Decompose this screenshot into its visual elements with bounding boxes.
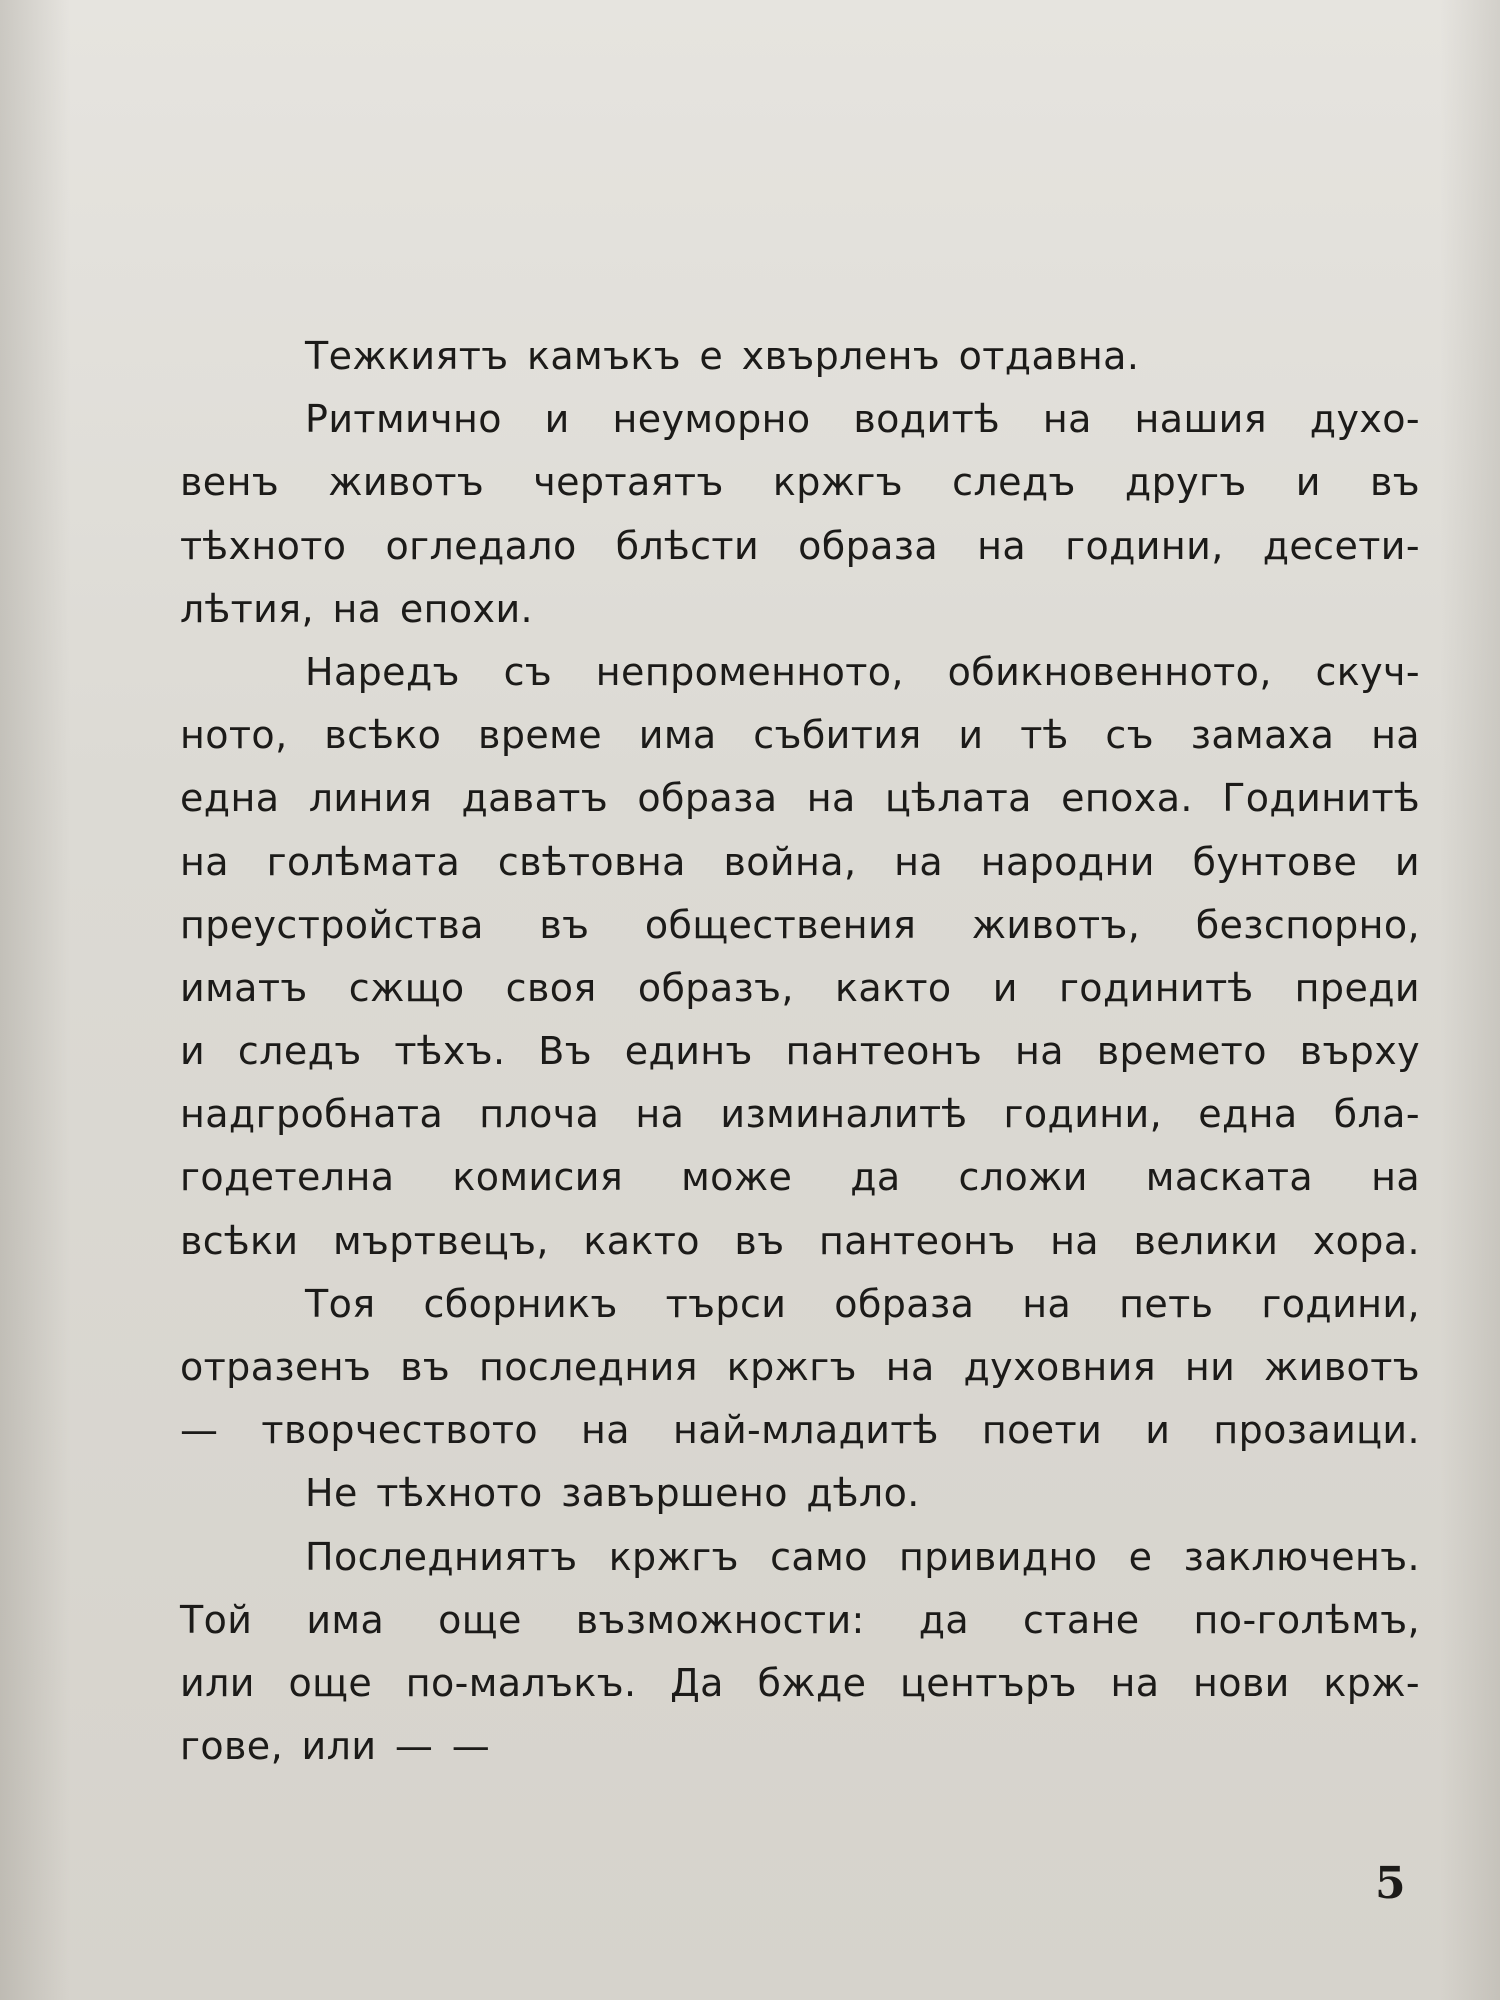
text-line: всѣки мъртвецъ, както въ пантеонъ на велики хора. <box>180 1218 1420 1263</box>
body-text <box>180 325 1420 1778</box>
page-number: 5 <box>1375 1858 1406 1909</box>
text-line: — творчеството на най-младитѣ поети и прозаици. <box>180 1408 1420 1453</box>
text-line: гове, или — — <box>180 1724 491 1769</box>
text-line: Той има още възможности: да стане по-голѣмъ, <box>180 1597 1420 1642</box>
paragraph-3 <box>180 641 1420 1273</box>
text-line: Не тѣхното завършено дѣло. <box>305 1471 920 1516</box>
text-line: иматъ сжщо своя образъ, както и годинитѣ преди <box>180 965 1420 1010</box>
paragraph-2 <box>180 388 1420 641</box>
paragraph-6 <box>180 1526 1420 1779</box>
text-line: или още по-малъкъ. Да бжде центъръ на нови крж- <box>180 1660 1420 1705</box>
text-line: отразенъ въ последния кржгъ на духовния ни животъ <box>180 1345 1420 1389</box>
text-line: надгробната плоча на изминалитѣ години, една бла- <box>180 1092 1420 1137</box>
text-line: преустройства въ обществения животъ, безспорно, <box>180 902 1420 947</box>
text-line: една линия даватъ образа на цѣлата епоха. Годинитѣ <box>180 776 1420 821</box>
text-line: Тоя сборникъ търси образа на петь години, <box>305 1281 1420 1326</box>
text-line: Последниятъ кржгъ само привидно е заключенъ. <box>305 1534 1420 1579</box>
text-line: Наредъ съ непроменното, обикновенното, скуч- <box>305 649 1420 694</box>
text-line: венъ животъ чертаятъ кржгъ следъ другъ и въ <box>180 460 1420 505</box>
text-line: Тежкиятъ камъкъ е хвърленъ отдавна. <box>305 334 1140 378</box>
text-line: на голѣмата свѣтовна война, на народни бунтове и <box>180 839 1420 884</box>
paragraph-5 <box>180 1462 1420 1525</box>
text-line: лѣтия, на епохи. <box>180 586 534 631</box>
text-line: и следъ тѣхъ. Въ единъ пантеонъ на времето върху <box>180 1029 1420 1074</box>
paragraph-1 <box>180 325 1420 388</box>
text-line: годетелна комисия може да сложи маската на <box>180 1155 1420 1200</box>
text-line: тѣхното огледало блѣсти образа на години, десети- <box>180 523 1420 568</box>
paragraph-4 <box>180 1273 1420 1463</box>
text-line: ното, всѣко време има събития и тѣ съ замаха на <box>180 713 1420 758</box>
text-line: Ритмично и неуморно водитѣ на нашия духо- <box>305 397 1420 442</box>
